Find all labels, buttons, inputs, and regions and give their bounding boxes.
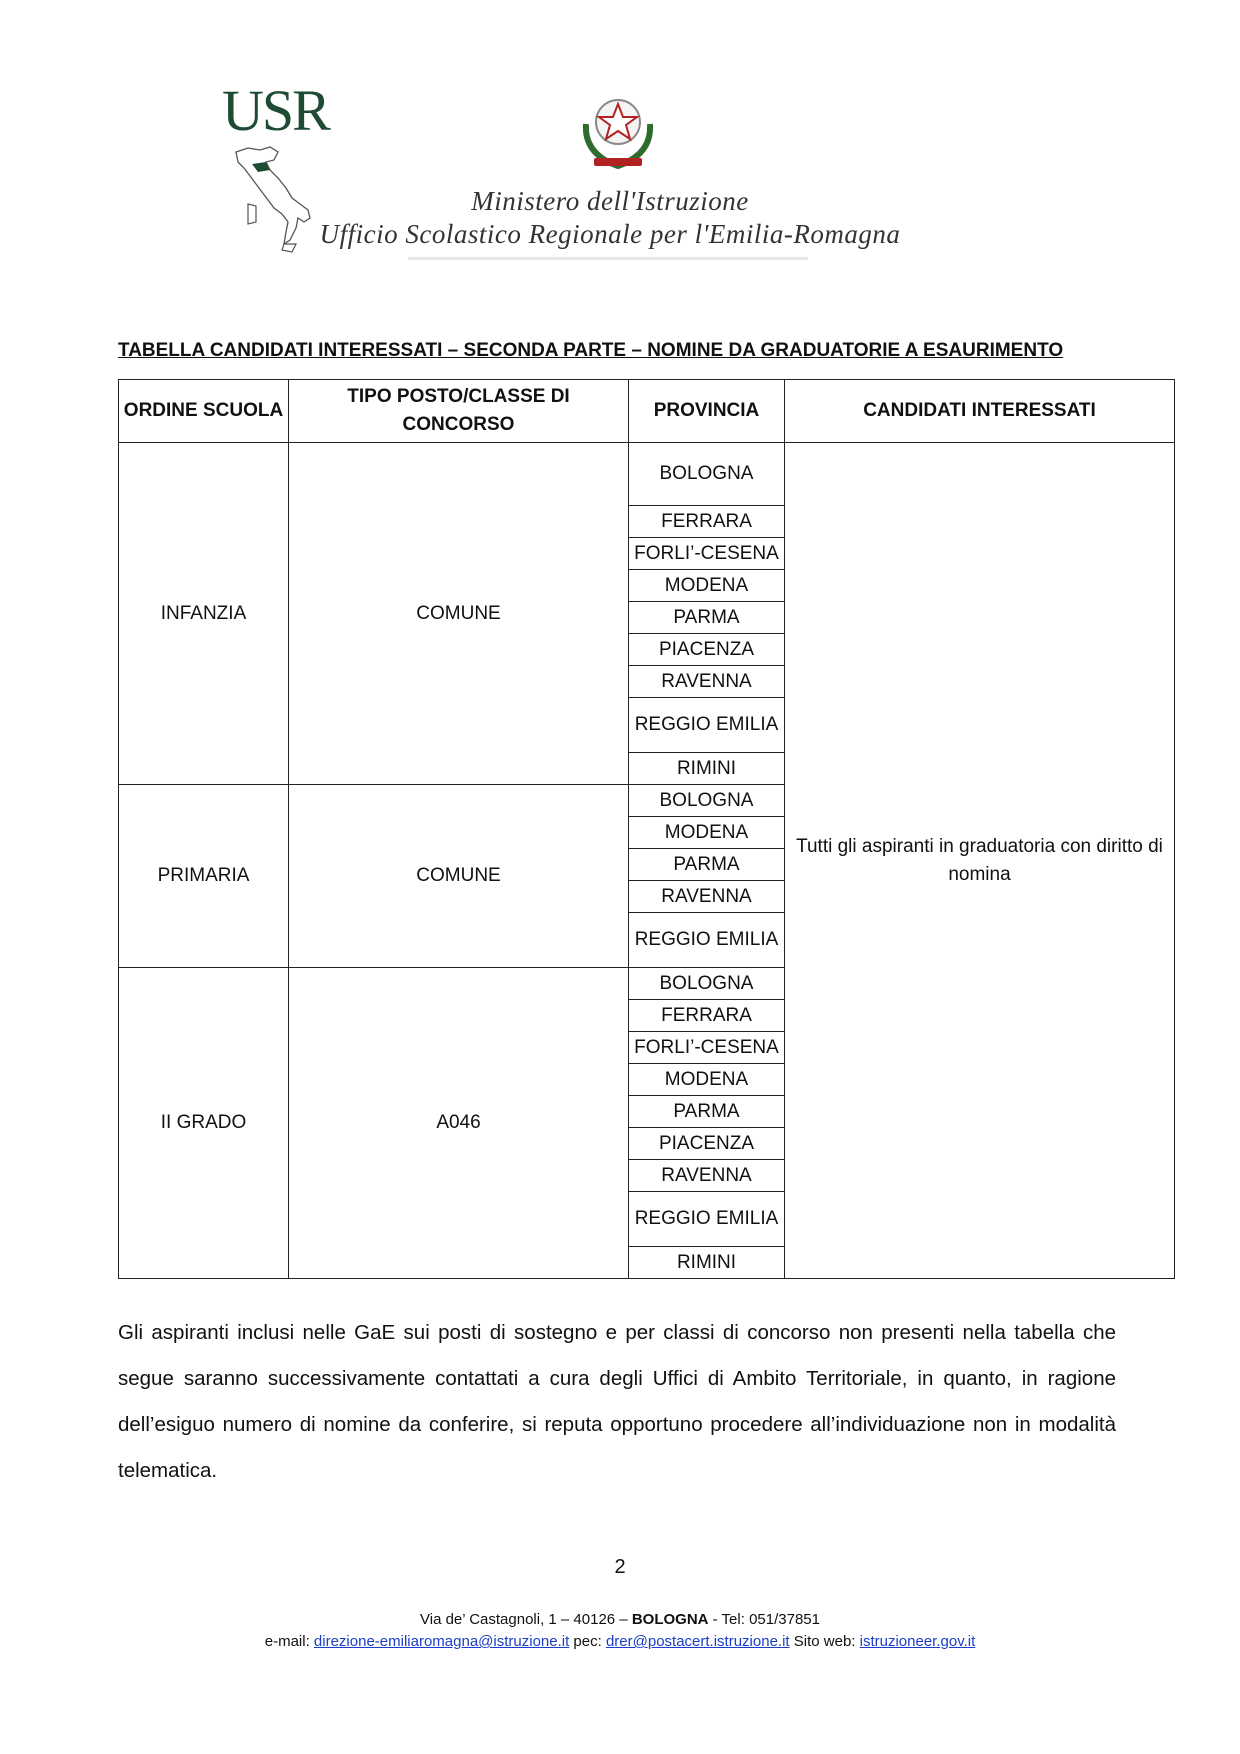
address-phone: - Tel: 051/37851: [708, 1611, 820, 1628]
footer-address: [0, 1609, 1240, 1631]
table-row: [119, 443, 1175, 506]
provincia-cell: BOLOGNA: [629, 785, 785, 817]
ministry-line-1: Ministero dell'Istruzione: [471, 186, 749, 216]
provincia-cell: RAVENNA: [629, 1160, 785, 1192]
ordine-cell: PRIMARIA: [119, 785, 289, 968]
pec-label: pec:: [569, 1633, 606, 1650]
ministry-name: [300, 186, 920, 252]
header-tipo: TIPO POSTO/CLASSE DI CONCORSO: [289, 380, 629, 443]
provincia-cell: REGGIO EMILIA: [629, 698, 785, 753]
provincia-cell: MODENA: [629, 570, 785, 602]
tipo-cell: COMUNE: [289, 443, 629, 785]
ordine-cell: II GRADO: [119, 968, 289, 1279]
provincia-cell: BOLOGNA: [629, 443, 785, 506]
address-city: BOLOGNA: [631, 1611, 709, 1628]
provincia-cell: PIACENZA: [629, 1128, 785, 1160]
page-footer: [0, 1609, 1240, 1653]
provincia-cell: RIMINI: [629, 753, 785, 785]
header-divider: [408, 257, 808, 260]
provincia-cell: FERRARA: [629, 1000, 785, 1032]
pec-link[interactable]: drer@postacert.istruzione.it: [605, 1633, 790, 1650]
ministry-line-2: Ufficio Scolastico Regionale per l'Emilia-Romagna: [319, 219, 901, 249]
page-number: 2: [614, 1556, 626, 1578]
provincia-cell: MODENA: [629, 817, 785, 849]
provincia-cell: PARMA: [629, 602, 785, 634]
page-header: [0, 0, 1240, 270]
provincia-cell: FORLI’-CESENA: [629, 1032, 785, 1064]
republic-emblem-icon: [578, 84, 658, 174]
candidati-cell: Tutti gli aspiranti in graduatoria con diritto di nomina: [785, 443, 1175, 1279]
body-paragraph: Gli aspiranti inclusi nelle GaE sui posti di sostegno e per classi di concorso non presenti nella tabella che segue saranno successivamente contattati a cura degli Uffici di Ambito Territoriale, in quanto, in ragione dell’esiguo numero di nomine da conferire, si reputa opportuno procedere all’individuazione non in modalità telematica.: [118, 1321, 1116, 1482]
provincia-cell: MODENA: [629, 1064, 785, 1096]
usr-logo-text: USR: [222, 78, 329, 143]
web-label: Sito web:: [789, 1633, 860, 1650]
provincia-cell: FORLI’-CESENA: [629, 538, 785, 570]
provincia-cell: RAVENNA: [629, 666, 785, 698]
provincia-cell: PARMA: [629, 1096, 785, 1128]
provincia-cell: REGGIO EMILIA: [629, 913, 785, 968]
address-text: Via de’ Castagnoli, 1 – 40126 –: [420, 1611, 632, 1628]
website-link[interactable]: istruzioneer.gov.it: [859, 1633, 976, 1650]
provincia-cell: BOLOGNA: [629, 968, 785, 1000]
header-ordine: ORDINE SCUOLA: [119, 380, 289, 443]
provincia-cell: PARMA: [629, 849, 785, 881]
email-label: e-mail:: [264, 1633, 314, 1650]
table-title: TABELLA CANDIDATI INTERESSATI – SECONDA PARTE – NOMINE DA GRADUATORIE A ESAURIMENTO: [118, 340, 1064, 361]
provincia-cell: PIACENZA: [629, 634, 785, 666]
ordine-cell: INFANZIA: [119, 443, 289, 785]
header-provincia: PROVINCIA: [629, 380, 785, 443]
provincia-cell: REGGIO EMILIA: [629, 1192, 785, 1247]
email-link[interactable]: direzione-emiliaromagna@istruzione.it: [313, 1633, 570, 1650]
tipo-cell: A046: [289, 968, 629, 1279]
provincia-cell: FERRARA: [629, 506, 785, 538]
provincia-cell: RIMINI: [629, 1247, 785, 1279]
footer-contacts: [0, 1631, 1240, 1653]
table-header-row: [119, 380, 1175, 443]
header-candidati: CANDIDATI INTERESSATI: [785, 380, 1175, 443]
candidates-table: [118, 379, 1175, 1279]
provincia-cell: RAVENNA: [629, 881, 785, 913]
tipo-cell: COMUNE: [289, 785, 629, 968]
